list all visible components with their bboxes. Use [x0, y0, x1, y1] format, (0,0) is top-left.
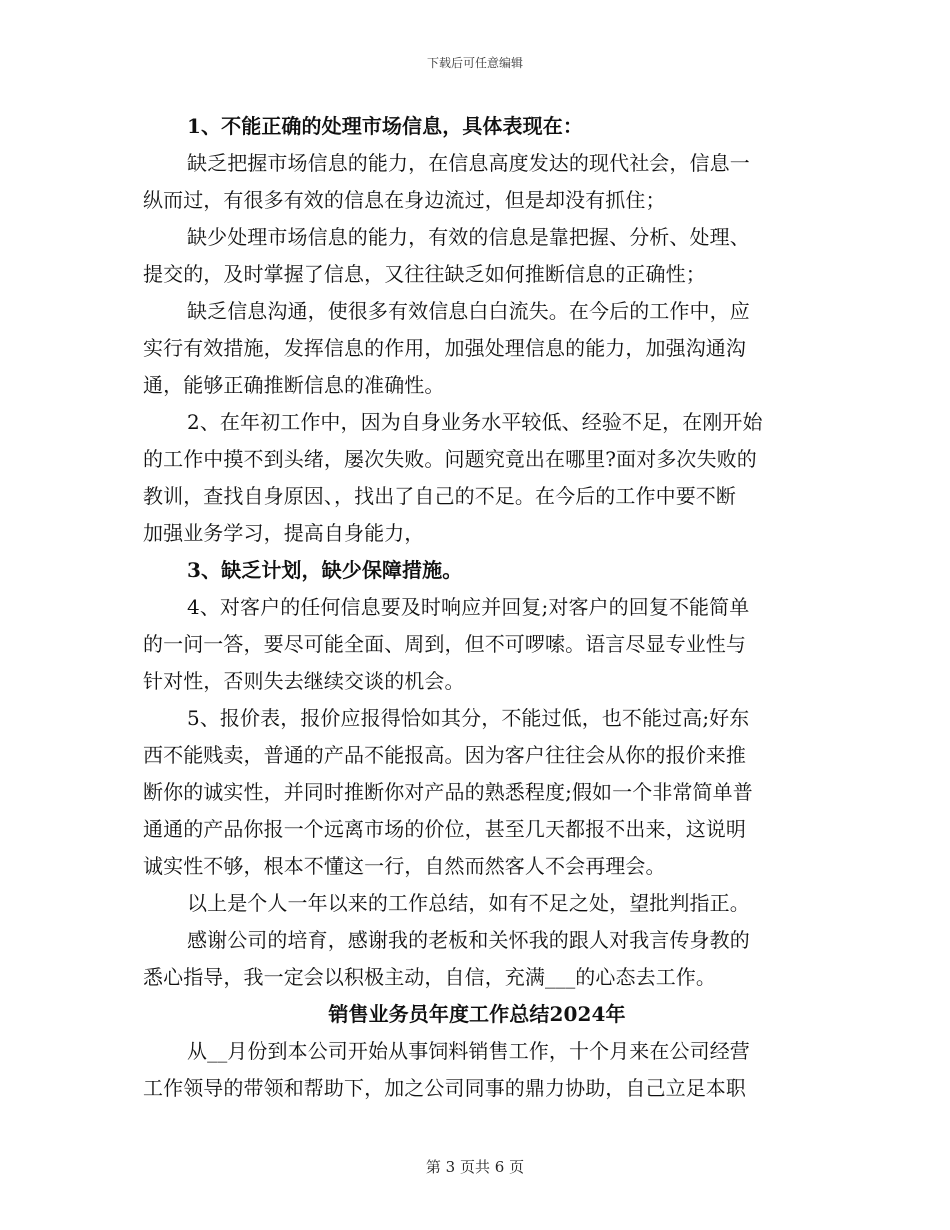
paragraph-line: 通通的产品你报一个远离市场的价位，甚至几天都报不出来，这说明 [143, 817, 746, 841]
paragraph-line: 教训，查找自身原因、，找出了自己的不足。在今后的工作中要不断 [143, 484, 736, 508]
paragraph-line: 实行有效措施，发挥信息的作用，加强处理信息的能力，加强沟通沟 [143, 336, 746, 360]
paragraph-line: 的工作中摸不到头绪，屡次失败。问题究竟出在哪里?面对多次失败的 [143, 447, 757, 471]
paragraph-line: 诚实性不够，根本不懂这一行，自然而然客人不会再理会。 [143, 854, 666, 878]
document-body [143, 108, 811, 1107]
paragraph-line: 加强业务学习，提高自身能力， [143, 521, 425, 545]
paragraph-line: 缺乏信息沟通，使很多有效信息白白流失。在今后的工作中，应 [187, 299, 750, 323]
paragraph-line: 感谢公司的培育，感谢我的老板和关怀我的跟人对我言传身教的 [187, 928, 750, 952]
paragraph-line: 以上是个人一年以来的工作总结，如有不足之处，望批判指正。 [187, 891, 750, 915]
paragraph-line: 断你的诚实性，并同时推断你对产品的熟悉程度;假如一个非常简单普 [143, 780, 753, 804]
paragraph-line: 4、对客户的任何信息要及时响应并回复;对客户的回复不能简单 [187, 595, 750, 619]
paragraph-line: 工作领导的带领和帮助下，加之公司同事的鼎力协助，自己立足本职 [143, 1076, 746, 1100]
paragraph-line: 缺少处理市场信息的能力，有效的信息是靠把握、分析、处理、 [187, 225, 750, 249]
paragraph-line: 悉心指导，我一定会以积极主动，自信，充满___的心态去工作。 [143, 965, 716, 989]
paragraph-line: 2、在年初工作中，因为自身业务水平较低、经验不足，在刚开始 [187, 410, 763, 434]
page-footer: 第 3 页共 6 页 [425, 1158, 525, 1176]
paragraph-line: 通，能够正确推断信息的准确性。 [143, 373, 445, 397]
paragraph-line: 西不能贱卖，普通的产品不能报高。因为客户往往会从你的报价来推 [143, 743, 746, 767]
document-title: 销售业务员年度工作总结2024年 [328, 1002, 626, 1026]
paragraph-line: 提交的，及时掌握了信息，又往往缺乏如何推断信息的正确性； [143, 262, 706, 286]
section-heading: 1、不能正确的处理市场信息，具体表现在： [187, 114, 583, 138]
paragraph-line: 从__月份到本公司开始从事饲料销售工作，十个月来在公司经营 [187, 1039, 750, 1063]
paragraph-line: 缺乏把握市场信息的能力，在信息高度发达的现代社会，信息一 [187, 151, 750, 175]
paragraph-line: 的一问一答，要尽可能全面、周到，但不可啰嗦。语言尽显专业性与 [143, 632, 746, 656]
paragraph-line: 纵而过，有很多有效的信息在身边流过，但是却没有抓住； [143, 188, 666, 212]
paragraph-line: 5、报价表，报价应报得恰如其分，不能过低，也不能过高;好东 [187, 706, 750, 730]
page-header: 下载后可任意编辑 [426, 56, 523, 70]
section-heading: 3、缺乏计划，缺少保障措施。 [187, 558, 463, 582]
paragraph-line: 针对性，否则失去继续交谈的机会。 [143, 669, 465, 693]
